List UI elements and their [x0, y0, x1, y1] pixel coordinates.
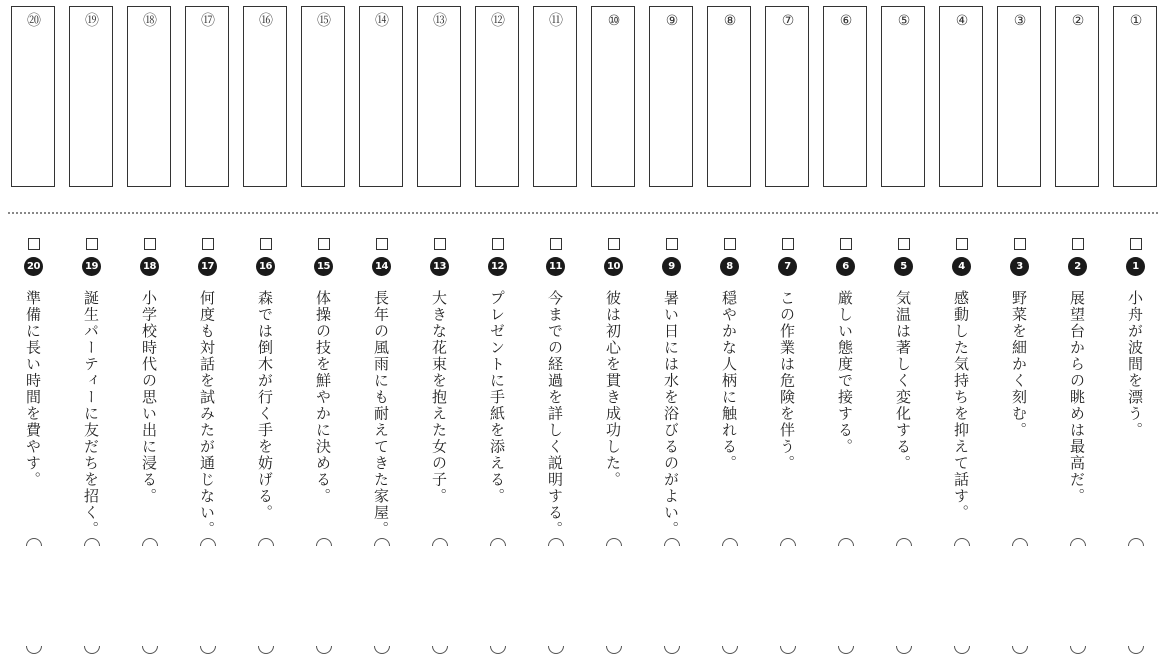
question-number-badge: 15: [314, 257, 333, 276]
question-column: [358, 0, 406, 664]
writing-box[interactable]: [765, 6, 809, 187]
checkbox[interactable]: [1072, 238, 1084, 250]
question-number-badge: 18: [140, 257, 159, 276]
answer-field[interactable]: [948, 548, 976, 644]
question-number-top: ③: [1013, 13, 1027, 29]
writing-box[interactable]: [591, 6, 635, 187]
bracket-open-icon: [954, 538, 970, 546]
bracket-open-icon: [490, 538, 506, 546]
question-column: [938, 0, 986, 664]
question-number-badge: 12: [488, 257, 507, 276]
bracket-close-icon: [316, 646, 332, 654]
question-sentence: プレゼントに手紙を添える。: [488, 290, 506, 505]
question-column: [590, 0, 638, 664]
checkbox[interactable]: [260, 238, 272, 250]
question-sentence: 厳しい態度で接する。: [836, 290, 854, 455]
question-sentence: 穏やかな人柄に触れる。: [720, 290, 738, 472]
question-number-top: ⑧: [723, 13, 737, 29]
checkbox[interactable]: [318, 238, 330, 250]
checkbox[interactable]: [724, 238, 736, 250]
checkbox[interactable]: [492, 238, 504, 250]
bracket-open-icon: [374, 538, 390, 546]
writing-box[interactable]: [301, 6, 345, 187]
writing-box[interactable]: [359, 6, 403, 187]
bracket-close-icon: [606, 646, 622, 654]
question-column: [242, 0, 290, 664]
bracket-open-icon: [432, 538, 448, 546]
question-sentence: 誕生パーティーに友だちを招く。: [82, 290, 100, 538]
answer-field[interactable]: [716, 548, 744, 644]
question-number-badge: 13: [430, 257, 449, 276]
question-number-badge: 9: [662, 257, 681, 276]
writing-box[interactable]: [823, 6, 867, 187]
question-number-badge: 5: [894, 257, 913, 276]
writing-box[interactable]: [533, 6, 577, 187]
bracket-close-icon: [1128, 646, 1144, 654]
question-column: [126, 0, 174, 664]
question-sentence: 感動した気持ちを抑えて話す。: [952, 290, 970, 521]
bracket-close-icon: [200, 646, 216, 654]
checkbox[interactable]: [666, 238, 678, 250]
answer-field[interactable]: [1122, 548, 1150, 644]
question-sentence: 体操の技を鮮やかに決める。: [314, 290, 332, 505]
question-number-top: ⑰: [201, 13, 215, 29]
writing-box[interactable]: [997, 6, 1041, 187]
writing-box[interactable]: [11, 6, 55, 187]
question-number-badge: 20: [24, 257, 43, 276]
answer-field[interactable]: [484, 548, 512, 644]
writing-box[interactable]: [417, 6, 461, 187]
question-column: [184, 0, 232, 664]
bracket-open-icon: [780, 538, 796, 546]
bracket-close-icon: [664, 646, 680, 654]
question-number-top: ⑬: [433, 13, 447, 29]
question-sentence: 大きな花束を抱えた女の子。: [430, 290, 448, 505]
checkbox[interactable]: [840, 238, 852, 250]
bracket-close-icon: [780, 646, 796, 654]
question-number-top: ⑲: [85, 13, 99, 29]
answer-field[interactable]: [774, 548, 802, 644]
bracket-open-icon: [896, 538, 912, 546]
question-number-badge: 1: [1126, 257, 1145, 276]
bracket-open-icon: [84, 538, 100, 546]
question-sentence: 今までの経過を詳しく説明する。: [546, 290, 564, 538]
question-number-badge: 17: [198, 257, 217, 276]
answer-field[interactable]: [136, 548, 164, 644]
checkbox[interactable]: [1130, 238, 1142, 250]
bracket-open-icon: [316, 538, 332, 546]
question-number-top: ⑨: [665, 13, 679, 29]
answer-field[interactable]: [20, 548, 48, 644]
answer-field[interactable]: [890, 548, 918, 644]
checkbox[interactable]: [434, 238, 446, 250]
question-column: [1054, 0, 1102, 664]
answer-field[interactable]: [78, 548, 106, 644]
question-sentence: 展望台からの眺めは最高だ。: [1068, 290, 1086, 505]
bracket-open-icon: [1012, 538, 1028, 546]
question-sentence: 暑い日には水を浴びるのがよい。: [662, 290, 680, 538]
question-column: [532, 0, 580, 664]
question-column: [474, 0, 522, 664]
bracket-open-icon: [606, 538, 622, 546]
answer-field[interactable]: [1064, 548, 1092, 644]
question-number-badge: 4: [952, 257, 971, 276]
bracket-open-icon: [1128, 538, 1144, 546]
answer-field[interactable]: [832, 548, 860, 644]
writing-box[interactable]: [69, 6, 113, 187]
question-number-badge: 2: [1068, 257, 1087, 276]
answer-field[interactable]: [194, 548, 222, 644]
answer-field[interactable]: [542, 548, 570, 644]
checkbox[interactable]: [1014, 238, 1026, 250]
checkbox[interactable]: [898, 238, 910, 250]
bracket-close-icon: [374, 646, 390, 654]
checkbox[interactable]: [782, 238, 794, 250]
question-sentence: 準備に長い時間を費やす。: [24, 290, 42, 488]
checkbox[interactable]: [956, 238, 968, 250]
question-number-badge: 11: [546, 257, 565, 276]
question-sentence: 長年の風雨にも耐えてきた家屋。: [372, 290, 390, 538]
writing-box[interactable]: [185, 6, 229, 187]
question-sentence: 小学校時代の思い出に浸る。: [140, 290, 158, 505]
question-number-top: ⑫: [491, 13, 505, 29]
question-number-top: ⑪: [549, 13, 563, 29]
bracket-close-icon: [954, 646, 970, 654]
bracket-open-icon: [664, 538, 680, 546]
question-sentence: 何度も対話を試みたが通じない。: [198, 290, 216, 538]
question-number-top: ⑯: [259, 13, 273, 29]
checkbox[interactable]: [144, 238, 156, 250]
bracket-close-icon: [432, 646, 448, 654]
writing-box[interactable]: [649, 6, 693, 187]
question-number-top: ②: [1071, 13, 1085, 29]
question-column: [416, 0, 464, 664]
question-column: [648, 0, 696, 664]
checkbox[interactable]: [550, 238, 562, 250]
question-number-top: ⑥: [839, 13, 853, 29]
question-number-top: ⑳: [27, 13, 41, 29]
question-column: [300, 0, 348, 664]
question-number-badge: 7: [778, 257, 797, 276]
writing-box[interactable]: [707, 6, 751, 187]
question-number-badge: 19: [82, 257, 101, 276]
bracket-close-icon: [84, 646, 100, 654]
question-sentence: この作業は危険を伴う。: [778, 290, 796, 472]
question-number-top: ①: [1129, 13, 1143, 29]
writing-box[interactable]: [1055, 6, 1099, 187]
bracket-close-icon: [548, 646, 564, 654]
bracket-close-icon: [1012, 646, 1028, 654]
checkbox[interactable]: [608, 238, 620, 250]
question-sentence: 気温は著しく変化する。: [894, 290, 912, 472]
question-number-badge: 8: [720, 257, 739, 276]
answer-field[interactable]: [310, 548, 338, 644]
checkbox[interactable]: [202, 238, 214, 250]
question-number-badge: 16: [256, 257, 275, 276]
bracket-close-icon: [26, 646, 42, 654]
bracket-close-icon: [490, 646, 506, 654]
bracket-open-icon: [548, 538, 564, 546]
question-sentence: 小舟が波間を漂う。: [1126, 290, 1144, 439]
question-column: [996, 0, 1044, 664]
question-column: [10, 0, 58, 664]
bracket-open-icon: [200, 538, 216, 546]
checkbox[interactable]: [376, 238, 388, 250]
bracket-open-icon: [1070, 538, 1086, 546]
question-number-top: ⑱: [143, 13, 157, 29]
question-column: [822, 0, 870, 664]
question-number-badge: 6: [836, 257, 855, 276]
bracket-open-icon: [142, 538, 158, 546]
bracket-close-icon: [1070, 646, 1086, 654]
bracket-close-icon: [142, 646, 158, 654]
question-number-badge: 14: [372, 257, 391, 276]
question-sentence: 森では倒木が行く手を妨げる。: [256, 290, 274, 521]
answer-field[interactable]: [368, 548, 396, 644]
bracket-close-icon: [722, 646, 738, 654]
question-column: [706, 0, 754, 664]
question-column: [68, 0, 116, 664]
question-number-top: ⑮: [317, 13, 331, 29]
bracket-open-icon: [258, 538, 274, 546]
writing-box[interactable]: [127, 6, 171, 187]
question-number-badge: 3: [1010, 257, 1029, 276]
answer-field[interactable]: [252, 548, 280, 644]
question-number-top: ⑦: [781, 13, 795, 29]
checkbox[interactable]: [86, 238, 98, 250]
checkbox[interactable]: [28, 238, 40, 250]
question-number-top: ④: [955, 13, 969, 29]
writing-box[interactable]: [475, 6, 519, 187]
answer-field[interactable]: [1006, 548, 1034, 644]
question-sentence: 野菜を細かく刻む。: [1010, 290, 1028, 439]
bracket-close-icon: [258, 646, 274, 654]
question-column: [1112, 0, 1160, 664]
question-number-top: ⑭: [375, 13, 389, 29]
writing-box[interactable]: [1113, 6, 1157, 187]
bracket-open-icon: [722, 538, 738, 546]
writing-box[interactable]: [243, 6, 287, 187]
question-number-top: ⑩: [607, 13, 621, 29]
writing-box[interactable]: [881, 6, 925, 187]
bracket-open-icon: [838, 538, 854, 546]
bracket-close-icon: [896, 646, 912, 654]
question-sentence: 彼は初心を貫き成功した。: [604, 290, 622, 488]
question-number-top: ⑤: [897, 13, 911, 29]
writing-box[interactable]: [939, 6, 983, 187]
answer-field[interactable]: [600, 548, 628, 644]
answer-field[interactable]: [426, 548, 454, 644]
question-column: [880, 0, 928, 664]
question-number-badge: 10: [604, 257, 623, 276]
bracket-close-icon: [838, 646, 854, 654]
question-column: [764, 0, 812, 664]
answer-field[interactable]: [658, 548, 686, 644]
bracket-open-icon: [26, 538, 42, 546]
